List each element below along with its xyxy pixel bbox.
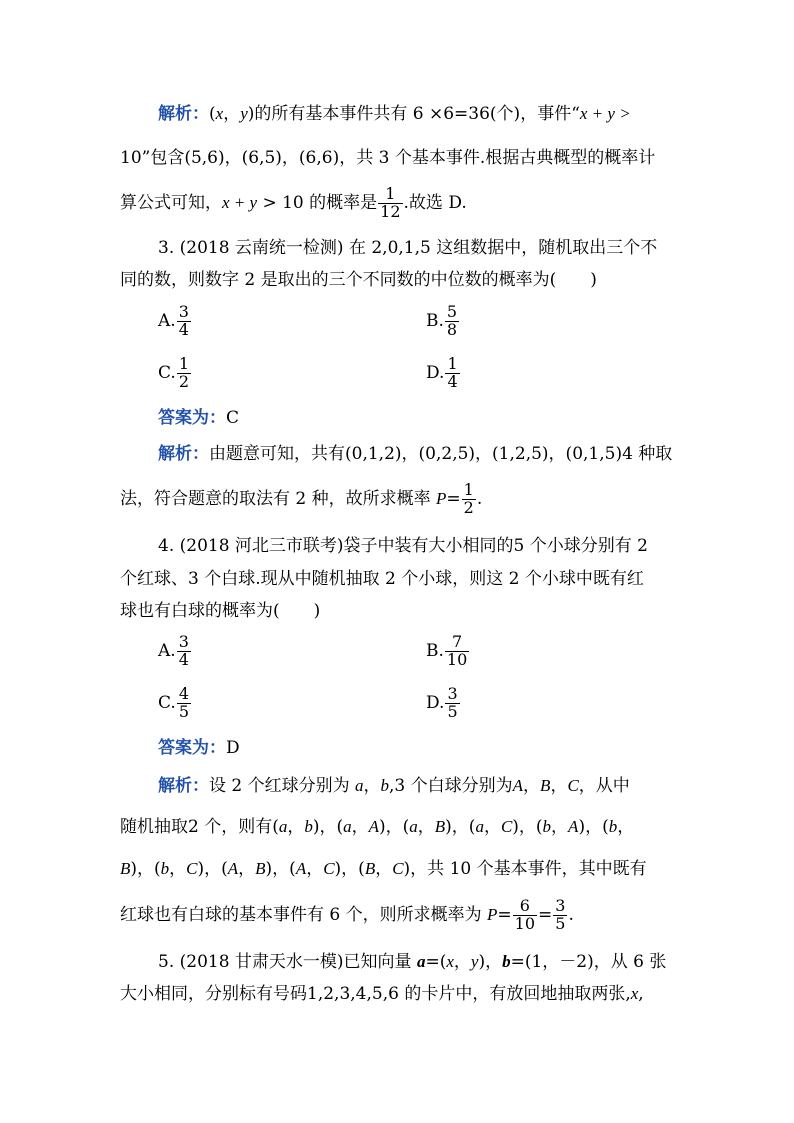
analysis-line-2: 10”包含(5,6)，(6,5)，(6,6)，共 3 个基本事件.根据古典概型的概率计 <box>120 148 656 168</box>
analysis-line-3: 算公式可知，x + y > 10 的概率是 $\frac{1}{12}$ .故选 D. <box>120 184 467 221</box>
analysis-label: 解析： <box>158 444 209 464</box>
vector-b: b <box>502 952 511 971</box>
q5-stem-2: 大小相同，分别标有号码1,2,3,4,5,6 的卡片中，有放回地抽取两张,x, <box>120 984 644 1004</box>
fraction: $\frac{1}{12}$ <box>380 184 401 221</box>
q3-option-b: B. $\frac{5}{8}$ <box>426 302 458 339</box>
q4-option-c: C. $\frac{4}{5}$ <box>158 684 189 721</box>
q3-answer: 答案为：C <box>158 408 240 428</box>
q4-option-a: A. $\frac{3}{4}$ <box>158 632 189 669</box>
q4-explanation-1: 解析：设 2 个红球分别为 a，b,3 个白球分别为A，B，C，从中 <box>158 776 630 796</box>
q4-option-d: D. $\frac{3}{5}$ <box>426 684 458 721</box>
q3-stem-1: 3. (2018 云南统一检测) 在 2,0,1,5 这组数据中，随机取出三个不 <box>158 238 658 258</box>
answer-label: 答案为： <box>158 408 226 428</box>
q3-stem-2: 同的数，则数字 2 是取出的三个不同数的中位数的概率为( ) <box>120 270 597 290</box>
q4-stem-3: 球也有白球的概率为( ) <box>120 601 321 621</box>
analysis-label: 解析： <box>158 776 209 796</box>
analysis-line-1: 解析：(x，y)的所有基本事件共有 6 ×6=36(个)，事件“x + y > <box>158 104 631 124</box>
q5-stem-1: 5. (2018 甘肃天水一模)已知向量 a=(x，y)，b=(1，－2)，从 6 张 <box>158 952 667 972</box>
q4-option-b: B. $\frac{7}{10}$ <box>426 632 468 669</box>
q4-stem-1: 4. (2018 河北三市联考)袋子中装有大小相同的5 个小球分别有 2 <box>158 536 648 556</box>
q4-explanation-4: 红球也有白球的基本事件有 6 个，则所求概率为 P= $\frac{6}{10}$ = $\frac{3}{5}$ . <box>120 896 574 933</box>
analysis-label: 解析： <box>158 104 209 124</box>
q3-option-c: C. $\frac{1}{2}$ <box>158 354 189 391</box>
q4-explanation-3: B)，(b，C)，(A，B)，(A，C)，(B，C)，共 10 个基本事件，其中既有 <box>120 859 647 879</box>
q3-explanation-1: 解析：由题意可知，共有(0,1,2)，(0,2,5)，(1,2,5)，(0,1,5)4 种取 <box>158 444 673 464</box>
q4-stem-2: 个红球、3 个白球.现从中随机抽取 2 个小球，则这 2 个小球中既有红 <box>120 569 644 589</box>
answer-label: 答案为： <box>158 738 226 758</box>
q3-explanation-2: 法，符合题意的取法有 2 种，故所求概率 P= $\frac{1}{2}$ . <box>120 480 483 517</box>
q3-option-d: D. $\frac{1}{4}$ <box>426 354 458 391</box>
vector-a: a <box>416 952 426 971</box>
q4-answer: 答案为：D <box>158 738 240 758</box>
q4-explanation-2: 随机抽取2 个，则有(a，b)，(a，A)，(a，B)，(a，C)，(b，A)，(b， <box>120 817 635 837</box>
q3-option-a: A. $\frac{3}{4}$ <box>158 302 189 339</box>
